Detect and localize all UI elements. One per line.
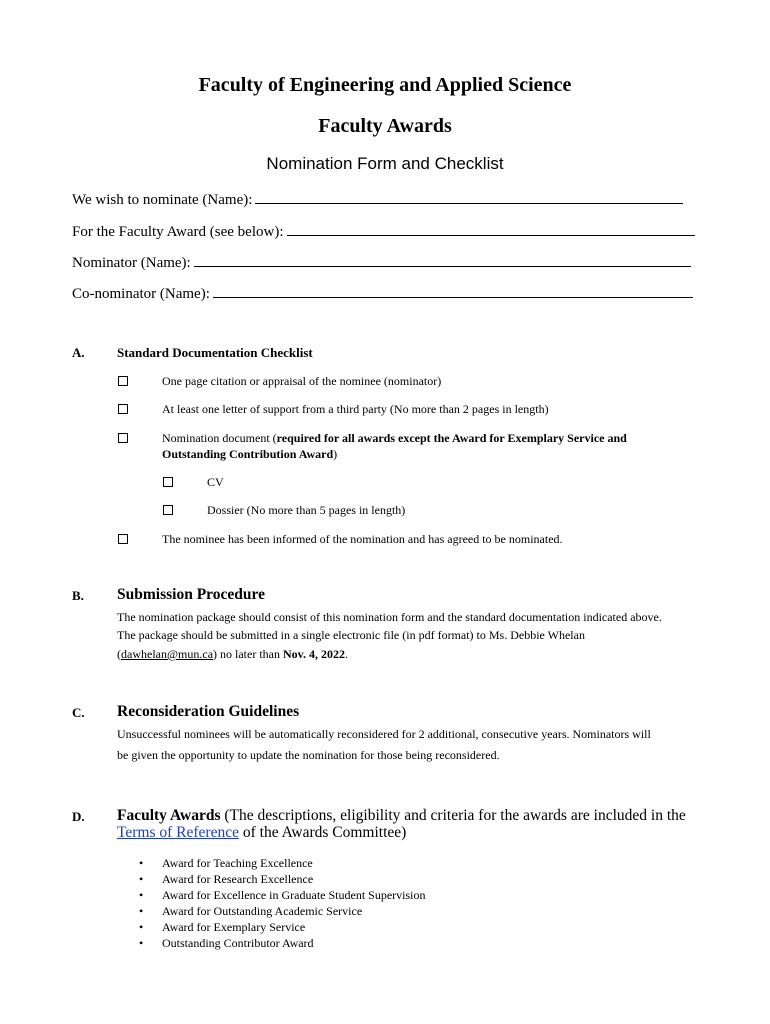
- section-d-heading-line1: [117, 807, 686, 825]
- nominator-line[interactable]: [194, 253, 691, 267]
- award-line[interactable]: [287, 222, 695, 236]
- section-d-letter: D.: [72, 809, 85, 824]
- item-informed: The nominee has been informed of the nomination and has agreed to be nominated.: [162, 532, 563, 546]
- bullet-icon: •: [139, 904, 144, 918]
- page-title: Faculty of Engineering and Applied Science: [198, 74, 572, 96]
- item-nomination-doc-line2: [162, 447, 337, 462]
- checkbox-support[interactable]: [118, 404, 128, 414]
- award-item: Award for Excellence in Graduate Student Supervision: [162, 888, 426, 902]
- section-a-letter: A.: [72, 345, 85, 360]
- nominator-label: Nominator (Name):: [72, 255, 191, 271]
- nomination-doc-bold-1: required for all awards except the Award for Exemplary Service and: [276, 431, 627, 445]
- deadline-prefix: ) no later than: [213, 647, 283, 661]
- item-cv: CV: [207, 475, 224, 489]
- section-d-heading-line2: [117, 824, 406, 842]
- section-b-line1: The nomination package should consist of this nomination form and the standard documentation indicated above.: [117, 610, 662, 624]
- section-c-letter: C.: [72, 705, 85, 720]
- award-field[interactable]: [72, 222, 695, 241]
- form-title: Nomination Form and Checklist: [266, 154, 504, 173]
- item-support: At least one letter of support from a third party (No more than 2 pages in length): [162, 402, 549, 416]
- nominee-line[interactable]: [255, 190, 683, 204]
- award-item: Award for Research Excellence: [162, 872, 314, 886]
- award-item: Award for Exemplary Service: [162, 920, 306, 934]
- item-citation: One page citation or appraisal of the nominee (nominator): [162, 374, 442, 388]
- nomination-doc-prefix: Nomination document (: [162, 431, 277, 445]
- conominator-line[interactable]: [213, 284, 693, 298]
- section-d-title: Faculty Awards: [117, 807, 221, 824]
- section-b-title: Submission Procedure: [117, 586, 265, 603]
- bullet-icon: •: [139, 872, 144, 886]
- deadline-date: Nov. 4, 2022: [283, 647, 346, 661]
- page-subtitle: Faculty Awards: [318, 115, 452, 137]
- section-c-line2: be given the opportunity to update the nomination for those being reconsidered.: [117, 748, 500, 762]
- item-dossier: Dossier (No more than 5 pages in length): [207, 503, 406, 517]
- nomination-doc-suffix: ): [333, 447, 338, 461]
- section-c-line1: Unsuccessful nominees will be automatically reconsidered for 2 additional, consecutive years. Nominators will: [117, 727, 651, 741]
- nominee-field[interactable]: [72, 190, 683, 209]
- award-item: Outstanding Contributor Award: [162, 936, 314, 950]
- nominator-field[interactable]: [72, 253, 691, 272]
- nominee-label: We wish to nominate (Name):: [72, 192, 253, 208]
- conominator-label: Co-nominator (Name):: [72, 286, 210, 302]
- item-nomination-doc-line1: [162, 431, 627, 446]
- bullet-icon: •: [139, 856, 144, 870]
- section-d-desc2: of the Awards Committee): [239, 824, 407, 841]
- bullet-icon: •: [139, 936, 144, 950]
- section-b-line2: The package should be submitted in a single electronic file (in pdf format) to Ms. Debbie Whelan: [117, 628, 585, 642]
- nomination-doc-bold-2: Outstanding Contribution Award: [162, 447, 334, 461]
- email-link[interactable]: dawhelan@mun.ca: [121, 647, 214, 661]
- checkbox-nomination-doc[interactable]: [118, 433, 128, 443]
- checkbox-dossier[interactable]: [163, 505, 173, 515]
- bullet-icon: •: [139, 888, 144, 902]
- conominator-field[interactable]: [72, 284, 693, 303]
- award-item: Award for Teaching Excellence: [162, 856, 313, 870]
- award-label: For the Faculty Award (see below):: [72, 224, 284, 240]
- deadline-end: .: [345, 647, 349, 661]
- section-b-line3: [117, 647, 348, 662]
- section-b-letter: B.: [72, 588, 84, 603]
- checkbox-informed[interactable]: [118, 534, 128, 544]
- award-item: Award for Outstanding Academic Service: [162, 904, 363, 918]
- section-d-desc1: (The descriptions, eligibility and criteria for the awards are included in the: [220, 807, 686, 824]
- bullet-icon: •: [139, 920, 144, 934]
- email-open: (: [117, 647, 121, 661]
- terms-of-reference-link[interactable]: Terms of Reference: [117, 824, 239, 841]
- checkbox-citation[interactable]: [118, 376, 128, 386]
- section-a-title: Standard Documentation Checklist: [117, 345, 313, 360]
- checkbox-cv[interactable]: [163, 477, 173, 487]
- section-c-title: Reconsideration Guidelines: [117, 703, 300, 720]
